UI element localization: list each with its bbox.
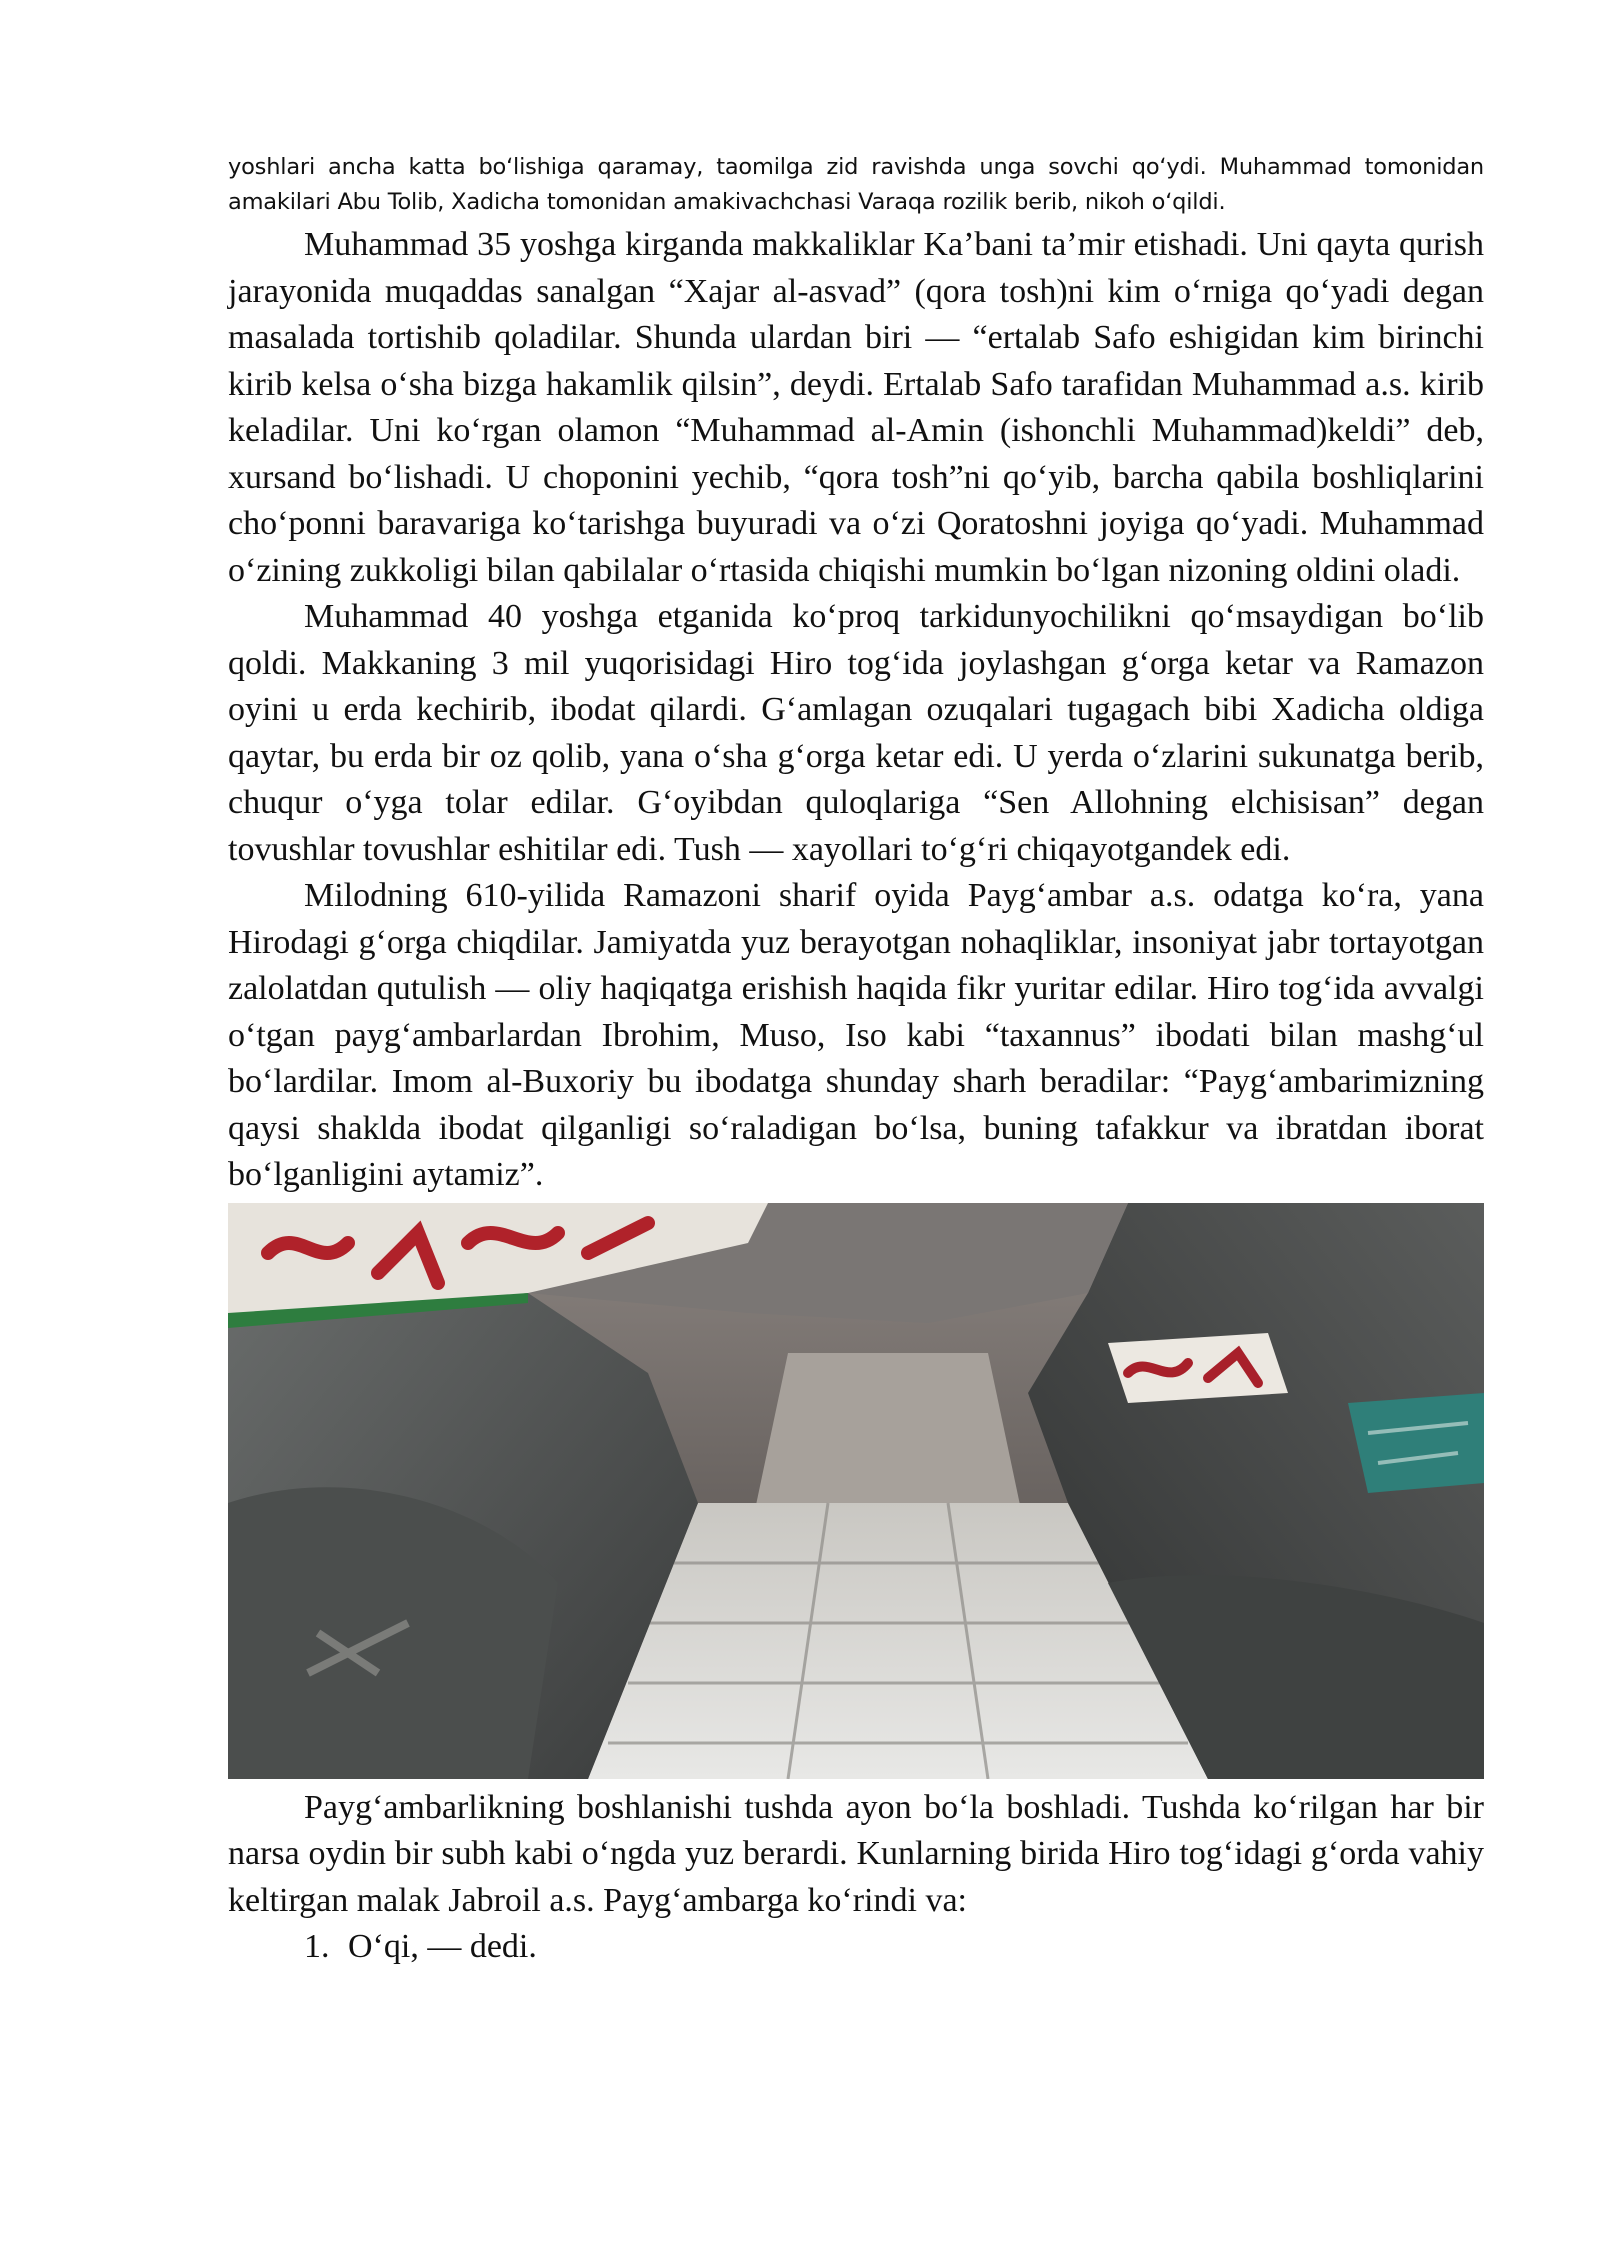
paragraph-hira: Muhammad 40 yoshga etganida koʻproq tarkidunyochilikni qoʻmsaydigan boʻlib qoldi. Makkaning 3 mil yuqorisidagi Hiro togʻida joylashgan gʻorga ketar va Ramazon oyini u erda kechirib, ibodat qilardi. Gʻamlagan ozuqalari tugagach bibi Xadicha oldiga qaytar, bu erda bir oz qolib, yana oʻsha gʻorga ketar edi. U yerda oʻzlarini sukunatga berib, chuqur oʻyga tolar edilar. Gʻoyibdan quloqlariga “Sen Allohning elchisisan” degan tovushlar tovushlar eshitilar edi. Tush — xayollari toʻgʻri chiqayotgandek edi. [228, 598, 1484, 868]
paragraph-kaaba: Muhammad 35 yoshga kirganda makkaliklar Ka’bani ta’mir etishadi. Uni qayta qurish jarayonida muqaddas sanalgan “Xajar al-asvad” (qora tosh)ni kim oʻrniga qoʻyadi degan masalada tortishib qoladilar. Shunda ulardan biri — “ertalab Safo eshigidan kim birinchi kirib kelsa oʻsha bizga hakamlik qilsin”, deydi. Ertalab Safo tarafidan Muhammad a.s. kirib keladilar. Uni koʻrgan olamon “Muhammad al-Amin (ishonchli Muhammad)keldi” deb, xursand boʻlishadi. U choponini yechib, “qora tosh”ni qoʻyib, barcha qabila boshliqlarini choʻponni baravariga koʻtarishga buyuradi va oʻzi Qoratoshni joyiga qoʻyadi. Muhammad oʻzining zukkoligi bilan qabilalar oʻrtasida chiqishi mumkin boʻlgan nizoning oldini oladi. [228, 226, 1484, 589]
document-page [228, 150, 1484, 1971]
list-item [228, 1924, 1484, 1971]
cave-photo [228, 1203, 1484, 1779]
list-item-text: Oʻqi, — dedi. [348, 1928, 537, 1965]
paragraph-prophethood: Paygʻambarlikning boshlanishi tushda ayon boʻla boshladi. Tushda koʻrilgan har bir narsa oydin bir subh kabi oʻngda yuz berardi. Kunlarning birida Hiro togʻidagi gʻorda vahiy keltirgan malak Jabroil a.s. Paygʻambarga koʻrindi va: [228, 1788, 1484, 1919]
paragraph-610: Milodning 610-yilida Ramazoni sharif oyida Paygʻambar a.s. odatga koʻra, yana Hirodagi gʻorga chiqdilar. Jamiyatda yuz berayotgan nohaqliklar, insoniyat jabr tortayotgan zalolatdan qutulish — oliy haqiqatga erishish haqida fikr yuritar edilar. Hiro togʻida avvalgi oʻtgan paygʻambarlardan Ibrohim, Muso, Iso kabi “taxannus” ibodati bilan mashgʻul boʻlardilar. Imom al-Buxoriy bu ibodatga shunday sharh beradilar: “Paygʻambarimizning qaysi shaklda ibodat qilganligi soʻraladigan boʻlsa, buning tafakkur va ibratdan iborat boʻlganligini aytamiz”. [228, 877, 1484, 1193]
cave-photo-illustration [228, 1203, 1484, 1779]
lead-paragraph: yoshlari ancha katta boʻlishiga qaramay, taomilga zid ravishda unga sovchi qoʻydi. Muhammad tomonidan amakilari Abu Tolib, Xadicha tomonidan amakivachchasi Varaqa rozilik berib, nikoh oʻqildi. [228, 154, 1484, 215]
list-item-number: 1. [304, 1928, 330, 1965]
